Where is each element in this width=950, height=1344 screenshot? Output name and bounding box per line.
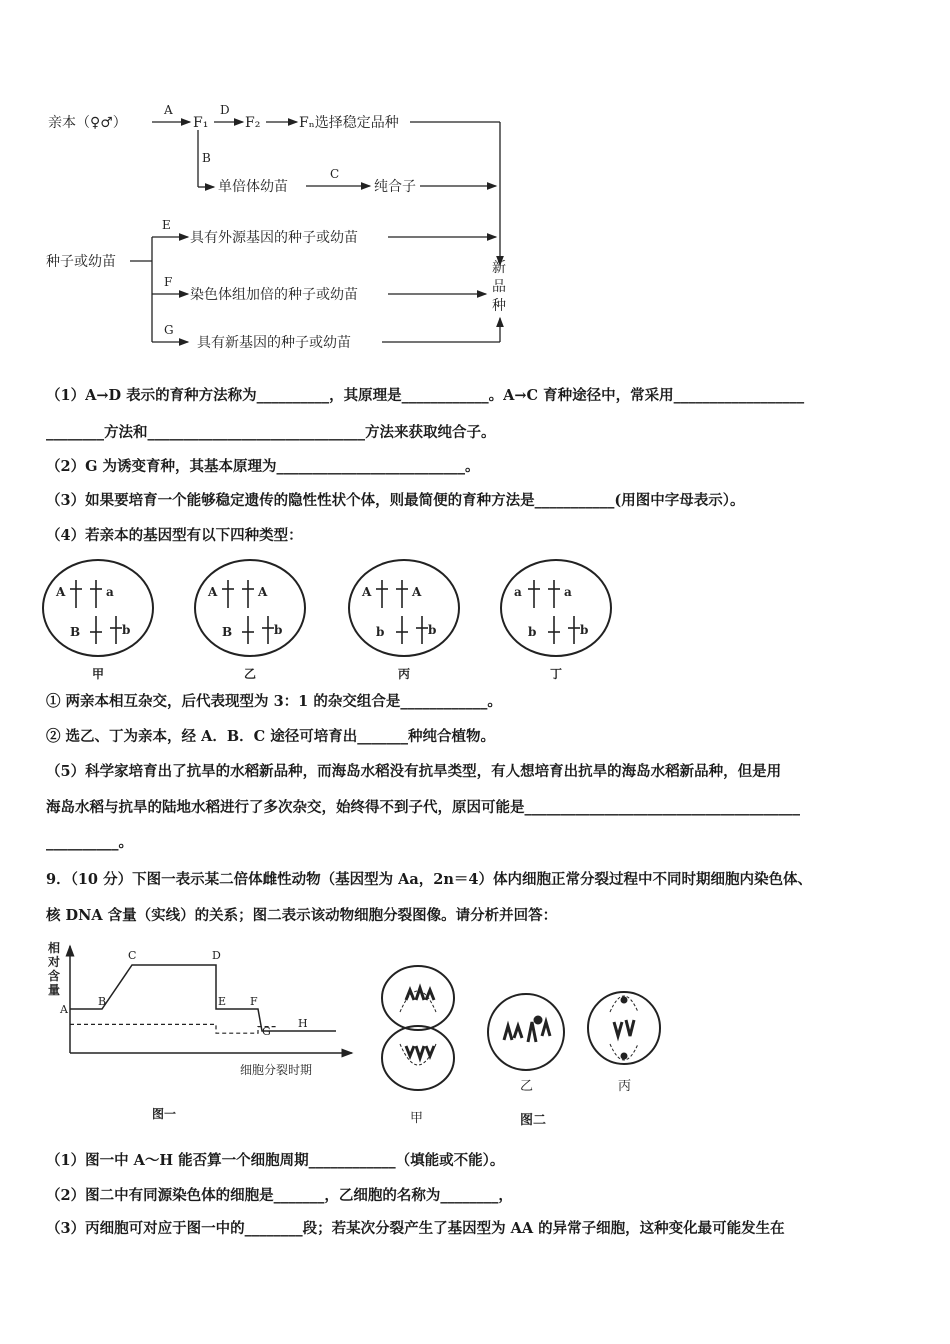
arrow-label-d: D (220, 103, 230, 117)
cell-bing-gene-2: A (412, 585, 422, 599)
figure-2-cells (378, 960, 678, 1130)
cell-jia-gene-2: a (106, 585, 114, 599)
chart-point-label-b: B (98, 995, 107, 1008)
cell-ding-gene-2: a (564, 585, 572, 599)
cell-yi-gene-4: b (274, 623, 283, 637)
q8-line-2: ________方法和______________________________方法来获取纯合子。 (46, 424, 496, 441)
cell-bing-gene-4: b (428, 623, 437, 637)
arrow-label-f: F (164, 275, 173, 289)
q8-line-9: 海岛水稻与抗旱的陆地水稻进行了多次杂交，始终得不到子代，原因可能是______________________________________ (46, 799, 800, 816)
q8-line-6: ① 两亲本相互杂交，后代表现型为 3：1 的杂交组合是____________。 (46, 693, 502, 710)
cell-ding-gene-3: b (528, 625, 537, 639)
fig2-title: 图二 (520, 1113, 547, 1128)
cell-yi-gene-2: A (258, 585, 268, 599)
cell-jia-gene-3: B (70, 625, 81, 639)
arrow-label-c: C (330, 167, 340, 181)
q8-line-3: （2）G 为诱变育种，其基本原理为__________________________。 (46, 458, 480, 475)
cell-yi (195, 560, 305, 681)
f2-label: F₂ (245, 115, 261, 131)
new-variety-char-2: 品 (492, 279, 506, 295)
cell-bing-label: 丙 (398, 667, 411, 681)
cell-bing-gene-3: b (376, 625, 385, 639)
cell-ding-label: 丁 (550, 667, 563, 681)
q8-line-5: （4）若亲本的基因型有以下四种类型： (46, 527, 303, 544)
fig2-cell-yi-label: 乙 (520, 1079, 534, 1094)
arrow-label-b: B (202, 151, 211, 165)
q8-line-10: __________。 (46, 834, 133, 851)
dna-content-line (70, 965, 336, 1031)
cell-jia-label: 甲 (92, 667, 105, 681)
arrow-label-a: A (164, 103, 173, 117)
q8-line-8: （5）科学家培育出了抗旱的水稻新品种，而海岛水稻没有抗旱类型，有人想培育出抗旱的海岛水稻新品种，但是用 (46, 763, 782, 780)
cell-yi-label: 乙 (244, 667, 257, 681)
chart-ylabel-3: 含 (48, 969, 61, 983)
chart-xlabel: 细胞分裂时期 (240, 1063, 313, 1077)
q9-line-5: （3）丙细胞可对应于图一中的________段；若某次分裂产生了基因型为 AA 的异常子细胞，这种变化最可能发生在 (46, 1220, 785, 1237)
fn-label: Fₙ选择稳定品种 (299, 115, 399, 131)
cell-jia-gene-4: b (122, 623, 131, 637)
q8-line-4: （3）如果要培育一个能够稳定遗传的隐性性状个体，则最简便的育种方法是___________(用图中字母表示）。 (46, 492, 745, 509)
q8-line-7: ② 选乙、丁为亲本，经 A．B．C 途径可培育出_______种纯合植物。 (46, 728, 495, 745)
chart-ylabel-2: 对 (48, 955, 61, 969)
arrow-label-e: E (162, 218, 171, 232)
chart-ylabel-1: 相 (48, 941, 61, 955)
seed-label: 种子或幼苗 (46, 254, 116, 270)
arrow-label-g: G (164, 323, 174, 337)
cell-jia-gene-1: A (56, 585, 66, 599)
q9-line-1: 9．（10 分）下图一表示某二倍体雌性动物（基因型为 Aa，2n＝4）体内细胞正常分裂过程中不同时期细胞内染色体、 (46, 871, 812, 888)
fig2-cell-jia-label: 甲 (410, 1111, 424, 1126)
cell-bing (349, 560, 459, 681)
cell-jia (43, 560, 153, 681)
figure-1-chart (40, 938, 360, 1128)
chart-point-label-h: H (298, 1017, 308, 1030)
chart-point-label-d: D (212, 949, 221, 962)
f1-label: F₁ (193, 115, 209, 131)
q9-line-3: （1）图一中 A～H 能否算一个细胞周期____________（填能或不能）。 (46, 1152, 505, 1169)
chromosome-content-line (70, 1024, 276, 1033)
genotype-cells (40, 556, 640, 684)
chart-point-label-e: E (218, 995, 227, 1008)
newgene-label: 具有新基因的种子或幼苗 (197, 335, 351, 351)
chart-point-label-g: G (262, 1025, 271, 1038)
poly-label: 染色体组加倍的种子或幼苗 (190, 287, 358, 303)
cell-yi-gene-1: A (208, 585, 218, 599)
chart-point-label-c: C (128, 949, 137, 962)
q9-line-4: （2）图二中有同源染色体的细胞是_______，乙细胞的名称为________， (46, 1187, 513, 1204)
cell-ding-gene-4: b (580, 623, 589, 637)
cell-yi-gene-3: B (222, 625, 233, 639)
haploid-label: 单倍体幼苗 (218, 179, 288, 195)
chart-title: 图一 (152, 1107, 177, 1121)
chart-point-label-a: A (60, 1003, 68, 1016)
parent-label: 亲本（♀♂） (48, 115, 127, 131)
exo-label: 具有外源基因的种子或幼苗 (190, 230, 358, 246)
cell-bing-gene-1: A (362, 585, 372, 599)
q9-line-2: 核 DNA 含量（实线）的关系；图二表示该动物细胞分裂图像。请分析并回答： (46, 907, 558, 924)
chart-point-label-f: F (250, 995, 258, 1008)
cell-ding-gene-1: a (514, 585, 522, 599)
pure-label: 纯合子 (374, 179, 416, 195)
q8-line-1: （1）A→D 表示的育种方法称为__________，其原理是____________。A→C 育种途径中，常采用__________________ (46, 387, 805, 404)
fig2-cell-bing (588, 992, 660, 1094)
cell-ding (501, 560, 611, 681)
new-variety-char-3: 种 (492, 298, 506, 314)
fig2-cell-bing-label: 丙 (618, 1079, 632, 1094)
fig2-cell-jia (382, 966, 454, 1126)
breeding-flow-diagram (40, 90, 540, 365)
chart-ylabel-4: 量 (48, 983, 61, 997)
new-variety-char-1: 新 (492, 260, 506, 276)
fig2-cell-yi (488, 994, 564, 1094)
